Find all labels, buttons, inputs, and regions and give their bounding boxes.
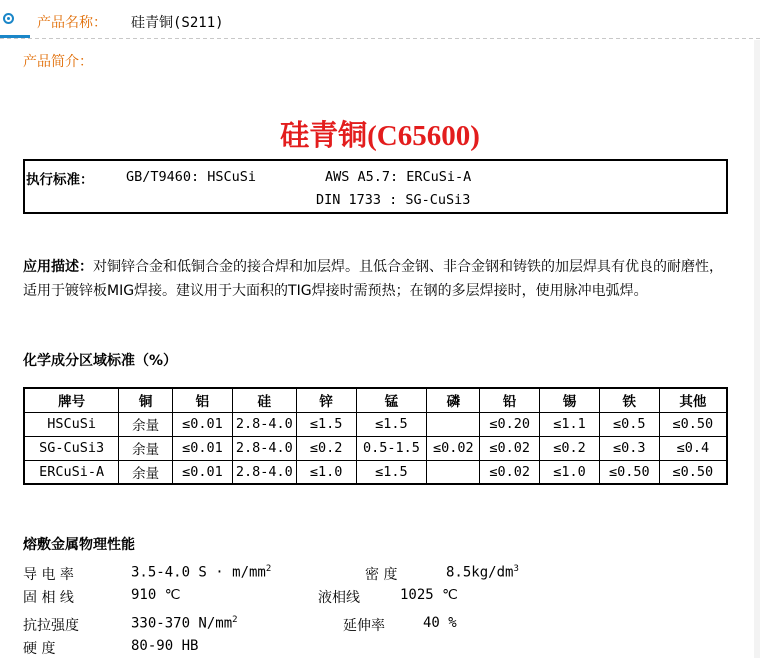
- liquidus-value: 1025 ℃: [400, 587, 458, 603]
- composition-title: 化学成分区域标准（%）: [23, 353, 178, 369]
- table-cell: ≤1.5: [356, 412, 427, 436]
- table-cell: ≤0.02: [480, 460, 540, 484]
- table-cell: ≤0.50: [659, 412, 727, 436]
- density-label: 密 度: [365, 567, 398, 583]
- table-cell: 2.8-4.0: [232, 412, 296, 436]
- table-cell: [427, 460, 480, 484]
- header-cell: 牌号: [24, 388, 119, 412]
- table-cell: ≤0.02: [427, 436, 480, 460]
- dashed-divider: [0, 38, 760, 39]
- elongation-value: 40 %: [423, 615, 457, 631]
- conductivity-label: 导 电 率: [23, 567, 74, 583]
- table-cell: ≤0.01: [172, 436, 232, 460]
- table-cell: ≤0.50: [659, 460, 727, 484]
- solidus-value: 910 ℃: [131, 587, 181, 603]
- table-cell: 余量: [119, 436, 173, 460]
- conductivity-value: 3.5-4.0 $S \cdot m/mm^2$: [131, 564, 272, 581]
- table-cell: ≤0.01: [172, 412, 232, 436]
- table-cell: SG-CuSi3: [24, 436, 119, 460]
- table-row: [24, 460, 727, 484]
- elongation-label: 延伸率: [343, 618, 385, 634]
- solidus-label: 固 相 线: [23, 590, 74, 606]
- application-label: 应用描述：: [23, 259, 93, 275]
- title-cn: 硅青铜: [280, 118, 368, 152]
- table-cell: 余量: [119, 412, 173, 436]
- table-cell: ≤1.0: [296, 460, 356, 484]
- standard-aws: AWS A5.7: ERCuSi-A: [325, 169, 472, 185]
- table-cell: ≤0.01: [172, 460, 232, 484]
- composition-table: [23, 387, 728, 485]
- standard-gb: GB/T9460: HSCuSi: [126, 169, 257, 185]
- table-cell: ≤0.50: [599, 460, 659, 484]
- table-header-row: [24, 388, 727, 412]
- hardness-label: 硬 度: [23, 641, 56, 657]
- table-cell: ≤1.1: [540, 412, 600, 436]
- document-title: [0, 113, 760, 154]
- header-cell: 其他: [659, 388, 727, 412]
- table-cell: ≤0.4: [659, 436, 727, 460]
- table-cell: 余量: [119, 460, 173, 484]
- table-cell: ≤0.2: [540, 436, 600, 460]
- table-cell: [427, 412, 480, 436]
- header-cell: 硅: [232, 388, 296, 412]
- header-cell: 磷: [427, 388, 480, 412]
- hardness-value: 80-90 HB: [131, 638, 199, 654]
- table-cell: ERCuSi-A: [24, 460, 119, 484]
- product-intro-label: 产品简介：: [23, 54, 93, 70]
- table-cell: ≤1.0: [540, 460, 600, 484]
- header-cell: 铅: [480, 388, 540, 412]
- title-code: (C65600): [367, 120, 480, 152]
- header-cell: 锰: [356, 388, 427, 412]
- header-cell: 铝: [172, 388, 232, 412]
- table-cell: ≤0.20: [480, 412, 540, 436]
- product-name-label: 产品名称：: [37, 15, 107, 31]
- product-header-bar: [0, 0, 760, 40]
- table-row: [24, 412, 727, 436]
- header-cell: 锡: [540, 388, 600, 412]
- header-cell: 铁: [599, 388, 659, 412]
- table-cell: 0.5-1.5: [356, 436, 427, 460]
- application-text: 对铜锌合金和低铜合金的接合焊和加层焊。且低合金钢、非合金钢和铸铁的加层焊具有优良的耐磨性，适用于镀锌板MIG焊接。建议用于大面积的TIG焊接时需预热；在钢的多层焊接时，使用脉冲电弧焊。: [23, 259, 723, 299]
- target-icon: [3, 13, 14, 24]
- liquidus-label: 液相线: [318, 590, 360, 606]
- table-cell: ≤0.2: [296, 436, 356, 460]
- density-value: $8.5kg/dm^3$: [446, 564, 519, 581]
- table-row: [24, 436, 727, 460]
- table-cell: ≤0.02: [480, 436, 540, 460]
- header-cell: 锌: [296, 388, 356, 412]
- table-cell: ≤1.5: [296, 412, 356, 436]
- tensile-value: 330-370 $N/mm^2$: [131, 615, 238, 632]
- table-cell: 2.8-4.0: [232, 436, 296, 460]
- product-name-value: 硅青铜(S211): [131, 15, 224, 31]
- table-cell: 2.8-4.0: [232, 460, 296, 484]
- header-cell: 铜: [119, 388, 173, 412]
- table-cell: ≤0.3: [599, 436, 659, 460]
- table-cell: ≤1.5: [356, 460, 427, 484]
- tensile-label: 抗拉强度: [23, 618, 79, 634]
- physical-properties-title: 熔敷金属物理性能: [23, 537, 135, 553]
- table-cell: HSCuSi: [24, 412, 119, 436]
- table-cell: ≤0.5: [599, 412, 659, 436]
- standard-label: 执行标准：: [26, 172, 94, 188]
- application-description: [23, 255, 735, 303]
- standard-box: [23, 159, 728, 214]
- scrollbar[interactable]: [754, 40, 760, 658]
- standard-din: DIN 1733 : SG-CuSi3: [316, 192, 471, 208]
